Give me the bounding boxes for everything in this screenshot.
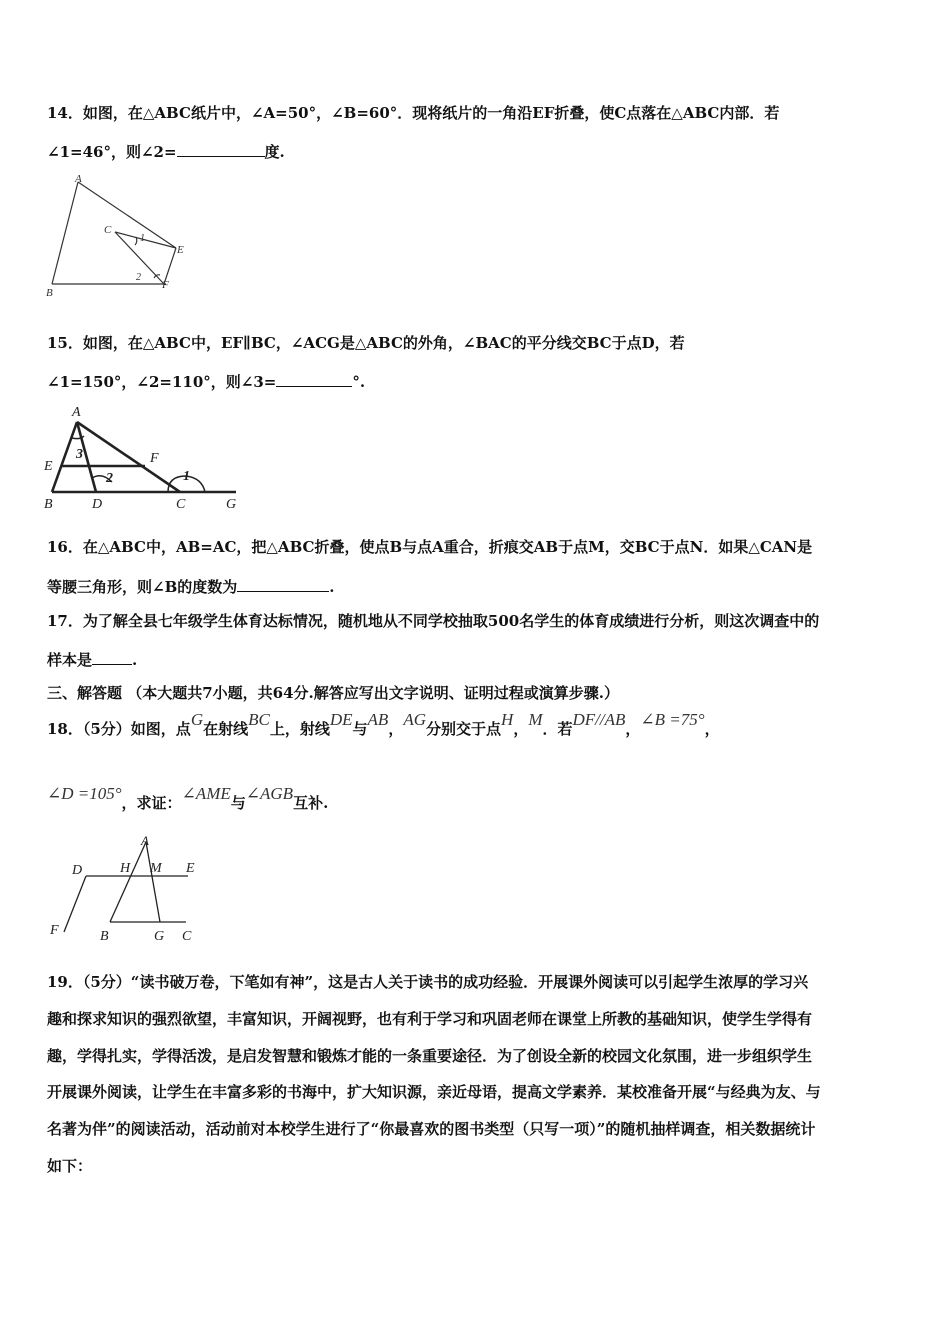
q15-label-F: F (150, 451, 159, 466)
q14-triangle-figure (40, 170, 200, 300)
q19-line-5: 名著为伴”的阅读活动，活动前对本校学生进行了“你最喜欢的图书类型（只写一项）”的随机抽样调查，相关数据统计 (47, 1120, 816, 1139)
q15-label-D: D (92, 497, 103, 512)
q15-line2-prefix: ∠1=150°，∠2=110°，则∠3= (47, 373, 277, 391)
q18-text-2: 在射线 (203, 720, 249, 738)
q18-label-F: F (50, 923, 59, 938)
q18-math-BC: BC (248, 710, 270, 729)
q18-label-D: D (72, 863, 83, 878)
q18-text-1: 18．（5分）如图，点 (47, 720, 191, 738)
q17-line1: 17．为了解全县七年级学生体育达标情况，随机地从不同学校抽取500名学生的体育成绩进行分析，则这次调查中的 (47, 612, 820, 630)
q15-label-G: G (226, 497, 237, 512)
q18-text-6: 分别交于点 (426, 720, 502, 738)
q18-line1 (47, 712, 720, 746)
q17-line2 (47, 648, 137, 670)
q14-label-A: A (75, 173, 82, 185)
q15-angle-1: 1 (183, 469, 190, 484)
q14-angle-2: 2 (136, 272, 141, 283)
q15-angle-2: 2 (106, 471, 113, 486)
q15-label-E: E (44, 459, 53, 474)
q19-line-3: 趣，学得扎实，学得活泼，是启发智慧和锻炼才能的一条重要途径．为了创设全新的校园文化氛围，进一步组织学生 (47, 1046, 813, 1065)
q17-answer-blank (92, 648, 132, 665)
q16-line1: 16．在△ABC中，AB=AC，把△ABC折叠，使点B与点A重合，折痕交AB于点M，交BC于点N．如果△CAN是 (47, 538, 813, 556)
q19-line-6: 如下： (47, 1156, 93, 1175)
q19-line-2: 趣和探求知识的强烈欲望，丰富知识，开阔视野，也有利于学习和巩固老师在课堂上所教的基础知识，使学生学得有 (47, 1009, 813, 1028)
q14-answer-blank (177, 140, 265, 157)
q18-math-angle-AME: ∠AME (181, 784, 231, 803)
q15-line1: 15．如图，在△ABC中，EF∥BC，∠ACG是△ABC的外角，∠BAC的平分线交BC于点D，若 (47, 334, 685, 352)
q18-label-C: C (182, 929, 192, 944)
q18-math-G: G (190, 710, 204, 729)
q14-label-B: B (46, 287, 53, 299)
q14-line1: 14．如图，在△ABC纸片中，∠A=50°，∠B=60°．现将纸片的一角沿EF折叠，使C点落在△ABC内部．若 (47, 104, 780, 122)
q15-label-C: C (176, 497, 186, 512)
q14-label-E: E (177, 244, 184, 256)
q18-geometry-figure (40, 830, 210, 945)
q15-answer-blank (276, 370, 352, 387)
q17-line2-prefix: 样本是 (47, 651, 93, 669)
q14-angle-1: 1 (140, 233, 145, 244)
q15-label-B: B (44, 497, 53, 512)
q18-math-DE: DE (329, 710, 353, 729)
q18-text-12: 与 (230, 794, 246, 812)
q15-angle-3: 3 (76, 447, 83, 462)
q14-line2-suffix: 度. (264, 143, 285, 161)
q19-line-4: 开展课外阅读，让学生在丰富多彩的书海中，扩大知识源，亲近母语，提高文学素养．某校准备开展“与经典为友、与 (47, 1083, 821, 1102)
q18-text-8: ．若 (542, 720, 573, 738)
q18-line2 (47, 784, 329, 818)
q16-line2 (47, 575, 334, 597)
q14-line2-prefix: ∠1=46°，则∠2= (47, 143, 177, 161)
q15-line2 (47, 370, 365, 392)
q19-line-1: 19．（5分）“读书破万卷，下笔如有神”，这是古人关于读书的成功经验．开展课外阅读可以引起学生浓厚的学习兴 (47, 973, 809, 991)
q16-line2-prefix: 等腰三角形，则∠B的度数为 (47, 578, 238, 596)
q18-text-13: 互补. (293, 794, 329, 812)
q15-line2-suffix: °. (352, 373, 366, 391)
q18-math-DF-parallel-AB: DF//AB (572, 710, 626, 729)
q18-math-angle-D: ∠D =105° (47, 784, 122, 803)
q18-math-angle-B: ∠B =75° (640, 710, 705, 729)
q18-label-G: G (154, 929, 165, 944)
q18-label-M: M (150, 861, 162, 876)
q18-math-M: M (528, 710, 543, 729)
q18-label-E: E (186, 861, 195, 876)
section3-title: 三、解答题 （本大题共7小题，共64分.解答应写出文字说明、证明过程或演算步骤.） (47, 684, 619, 702)
q18-text-4: 与 (352, 720, 368, 738)
q15-triangle-figure (40, 400, 250, 515)
q16-line2-suffix: . (329, 578, 335, 596)
q18-text-7: ， (513, 720, 529, 738)
q18-text-11: ，求证： (121, 794, 182, 812)
q14-label-F: F (162, 279, 169, 291)
q18-text-5: ， (388, 720, 404, 738)
q19-paragraph (47, 964, 907, 1185)
q14-line2 (47, 140, 285, 162)
q18-label-A: A (141, 833, 149, 848)
q18-label-B: B (100, 929, 109, 944)
q18-label-H: H (120, 861, 131, 876)
q17-line2-suffix: . (132, 651, 138, 669)
q15-label-A: A (72, 405, 81, 420)
q18-math-AG: AG (403, 710, 427, 729)
q18-text-10: ， (704, 720, 720, 738)
q18-text-9: ， (625, 720, 641, 738)
q18-text-3: 上，射线 (269, 720, 330, 738)
q14-label-C: C (104, 224, 112, 236)
q18-math-AB: AB (367, 710, 389, 729)
q16-answer-blank (237, 575, 329, 592)
q18-math-H: H (501, 710, 514, 729)
q18-math-angle-AGB: ∠AGB (245, 784, 294, 803)
